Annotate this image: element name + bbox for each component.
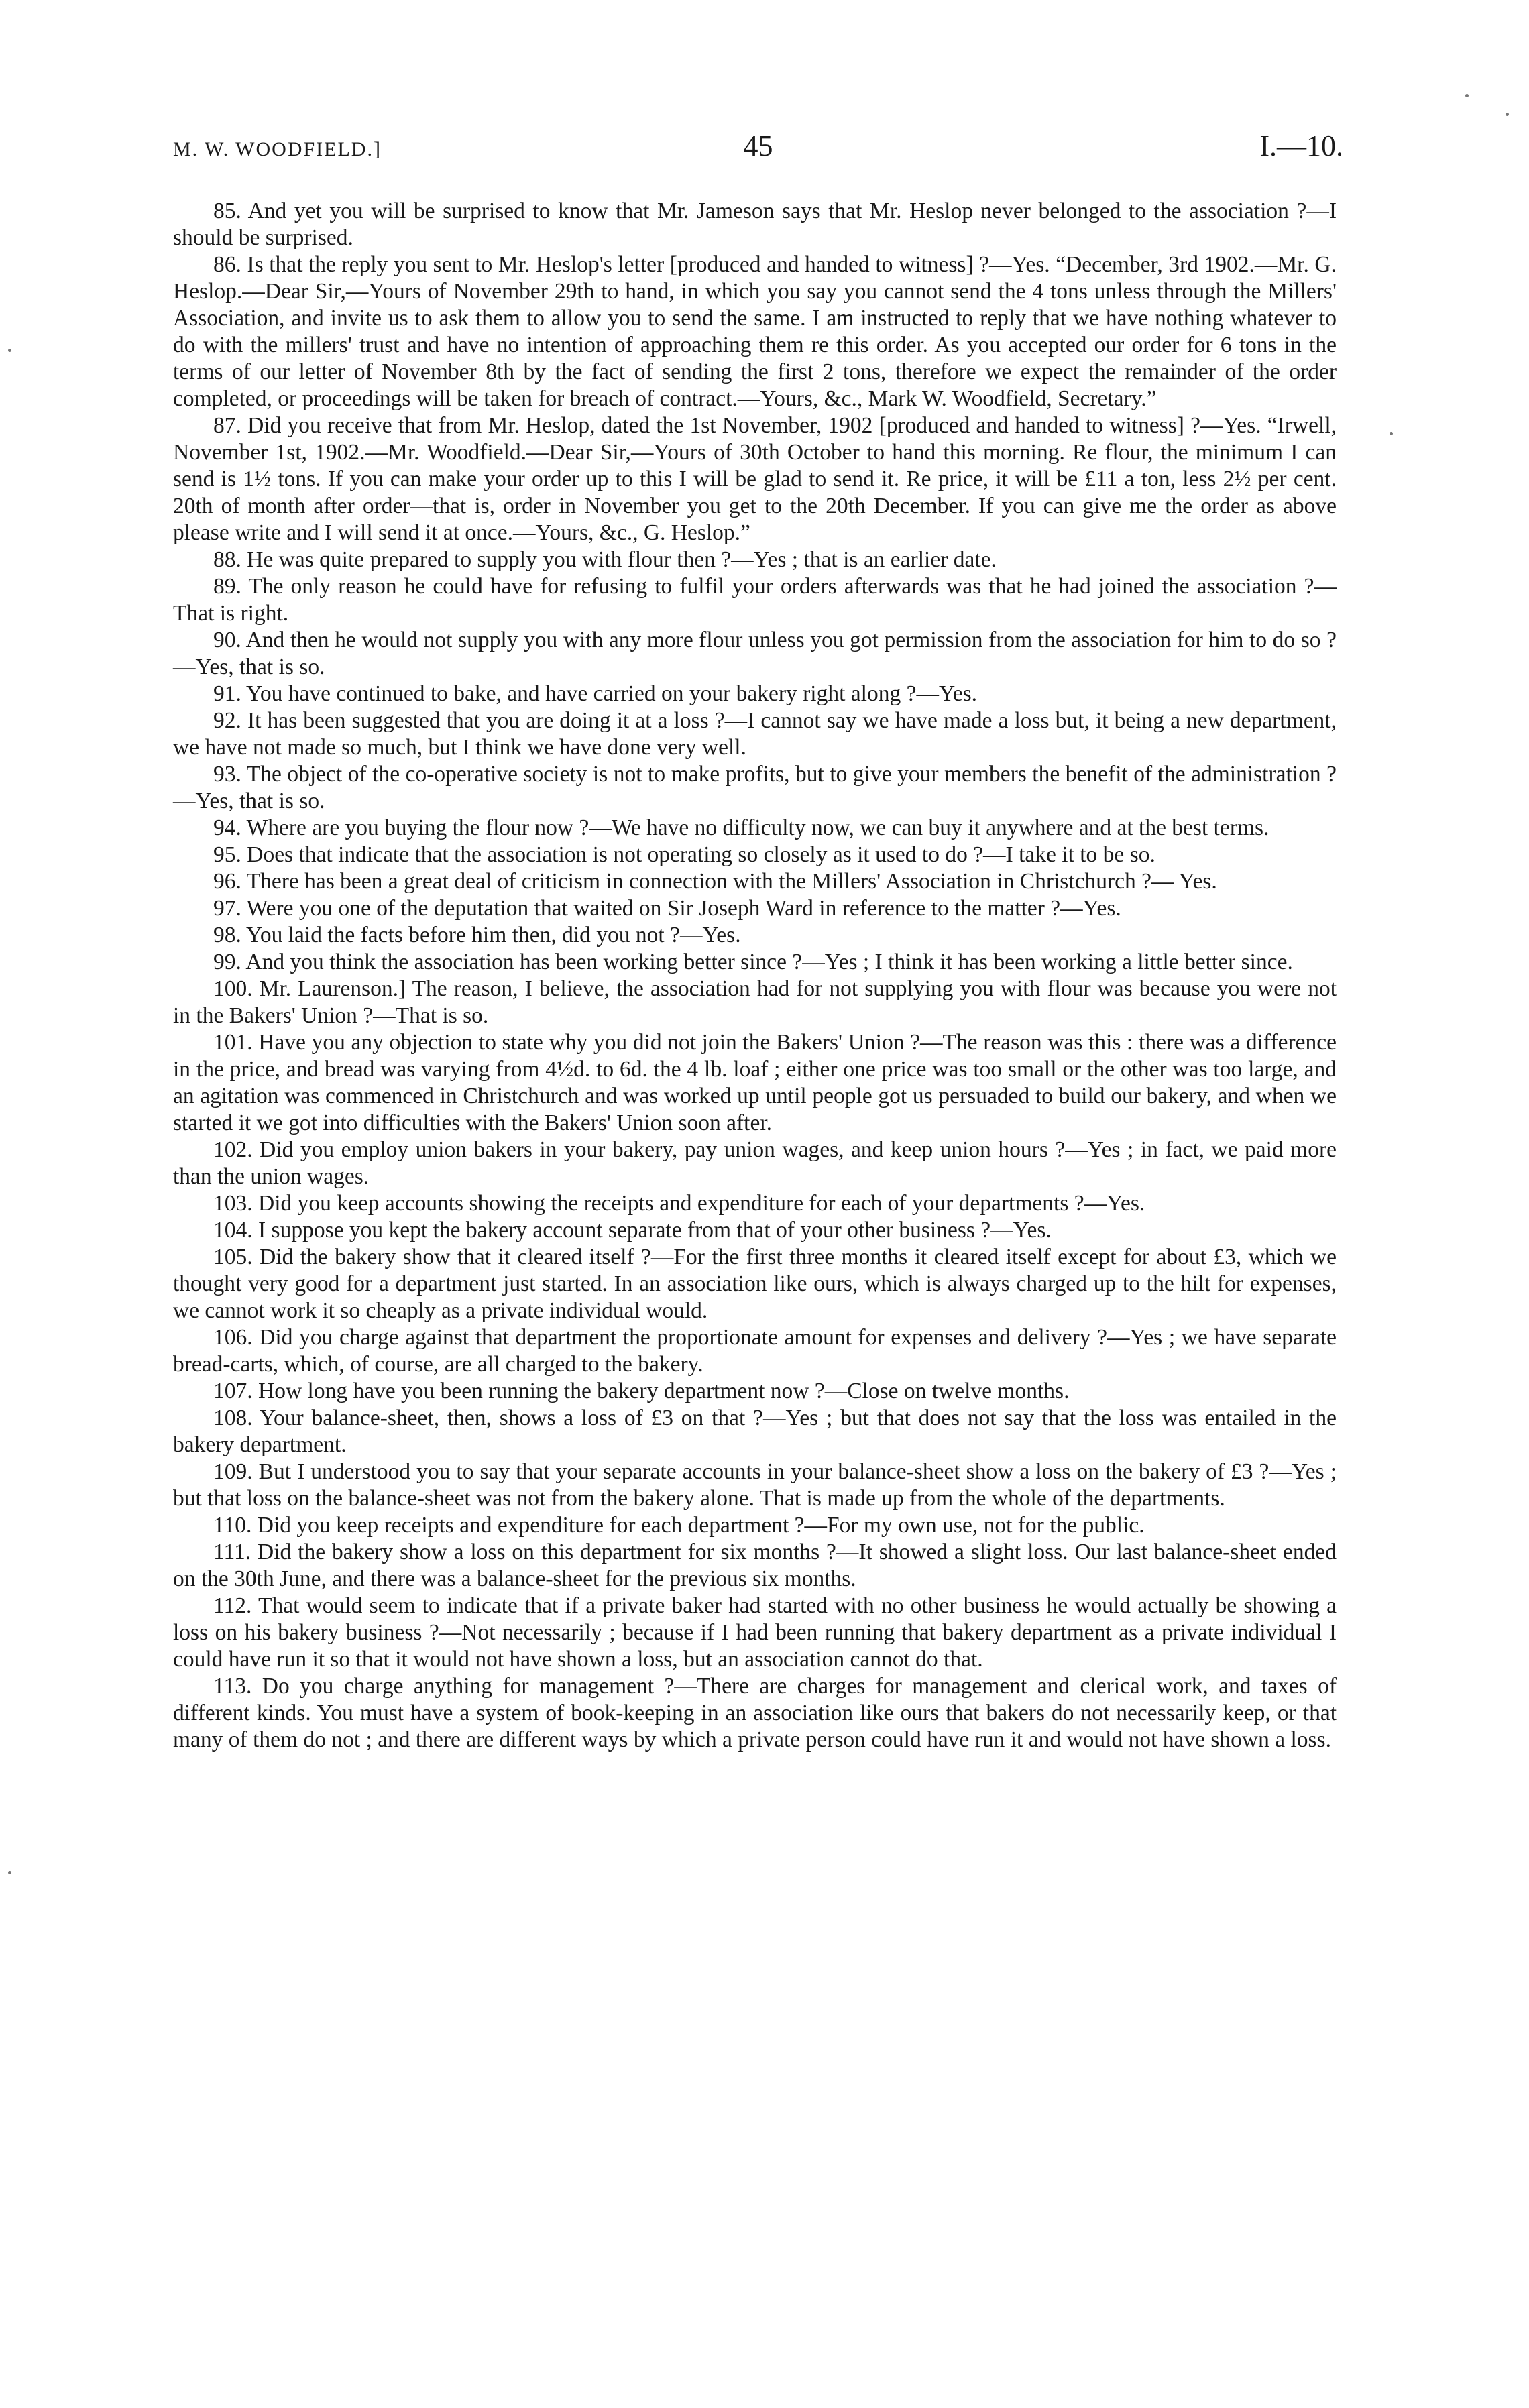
paragraph-text: Your balance-sheet, then, shows a loss of £3 on that ?—Yes ; but that does not say that the loss was entailed in the bakery department. — [173, 1406, 1337, 1457]
question-answer-paragraph — [173, 1190, 1337, 1217]
paragraph-number: 101. — [213, 1030, 253, 1055]
paragraph-number: 92. — [213, 708, 241, 733]
question-answer-paragraph — [173, 1673, 1337, 1754]
paragraph-number: 111. — [213, 1540, 251, 1564]
paragraph-text: Have you any objection to state why you did not join the Bakers' Union ?—The reason was this : there was a difference in the price, and bread was varying from 4½d. to 6d. the 4 lb. loaf ; either one price was too small or the other was too large, and an agitation was commenced in Christchurch and was worked up until people got us persuaded to build our bakery, and when we started it we got into difficulties with the Bakers' Union soon after. — [173, 1030, 1337, 1135]
scan-speck — [1506, 113, 1509, 116]
paragraph-number: 112. — [213, 1593, 252, 1618]
question-answer-paragraph — [173, 1244, 1337, 1324]
question-answer-paragraph — [173, 251, 1337, 412]
question-answer-paragraph — [173, 761, 1337, 815]
paragraph-text: Did the bakery show that it cleared itself ?—For the first three months it cleared itself except for about £3, which we thought very good for a department just started. In an association like ours, which is always charged up to the hilt for expenses, we cannot work it so cheaply as a private individual would. — [173, 1245, 1337, 1323]
paragraph-number: 89. — [213, 574, 241, 599]
paragraph-number: 100. — [213, 976, 253, 1001]
question-answer-paragraph — [173, 1378, 1337, 1405]
question-answer-paragraph — [173, 895, 1337, 922]
paragraph-text: The object of the co-operative society is not to make profits, but to give your members the benefit of the administration ?—Yes, that is so. — [173, 762, 1337, 813]
question-answer-paragraph — [173, 868, 1337, 895]
question-answer-paragraph — [173, 1217, 1337, 1244]
paragraph-text: But I understood you to say that your separate accounts in your balance-sheet show a loss on the bakery of £3 ?—Yes ; but that loss on the balance-sheet was not from the bakery alone. That is made up from the whole of the departments. — [173, 1459, 1337, 1511]
question-answer-paragraph — [173, 949, 1337, 976]
paragraph-number: 102. — [213, 1137, 253, 1162]
paragraph-number: 93. — [213, 762, 241, 787]
paragraph-number: 87. — [213, 413, 241, 438]
paragraph-text: Did you receive that from Mr. Heslop, dated the 1st November, 1902 [produced and handed to witness] ?—Yes. “Irwell, November 1st, 1902.—Mr. Woodfield.—Dear Sir,—Yours of 30th October to hand this morning. Re flour, the minimum I can send is 1½ tons. If you can make your order up to this I will be glad to send it. Re price, it will be £11 a ton, less 2½ per cent. 20th of month after order—that is, order in November you get to the 20th December. If you can give me the order as above please write and I will send it at once.—Yours, &c., G. Heslop.” — [173, 413, 1337, 545]
question-answer-paragraph — [173, 1593, 1337, 1673]
question-answer-paragraph — [173, 573, 1337, 627]
paragraph-text: There has been a great deal of criticism in connection with the Millers' Association in Christchurch ?— Yes. — [246, 869, 1217, 894]
paragraph-text: Do you charge anything for management ?—There are charges for management and clerical work, and taxes of different kinds. You must have a system of book-keeping in an association like ours that bakers do not necessarily keep, or that many of them do not ; and there are different ways by which a private person could have run it and would not have shown a loss. — [173, 1674, 1337, 1752]
paragraph-number: 105. — [213, 1245, 253, 1269]
question-answer-paragraph — [173, 1458, 1337, 1512]
paragraph-number: 106. — [213, 1325, 253, 1350]
paragraph-text: It has been suggested that you are doing it at a loss ?—I cannot say we have made a loss but, it being a new department, we have not made so much, but I think we have done very well. — [173, 708, 1337, 760]
scan-speck — [1390, 432, 1393, 435]
paragraph-text: Is that the reply you sent to Mr. Heslop's letter [produced and handed to witness] ?—Yes. “December, 3rd 1902.—Mr. G. Heslop.—Dear Sir,—Yours of November 29th to hand, in which you say you cannot send the 4 tons unless through the Millers' Association, and invite us to ask them to allow you to send the same. I am instructed to reply that we have nothing whatever to do with the millers' trust and have no intention of approaching them re this order. As you accepted our order for 6 tons in the terms of our letter of November 8th by the fact of sending the first 2 tons, therefore we expect the remainder of the order completed, or proceedings will be taken for breach of contract.—Yours, &c., Mark W. Woodfield, Secretary.” — [173, 252, 1337, 411]
paragraph-text: And you think the association has been working better since ?—Yes ; I think it has been working a little better since. — [245, 950, 1293, 974]
page-number: 45 — [743, 129, 773, 162]
paragraph-text: Did you employ union bakers in your bakery, pay union wages, and keep union hours ?—Yes ; in fact, we paid more than the union wages. — [173, 1137, 1337, 1189]
question-answer-paragraph — [173, 198, 1337, 251]
question-answer-paragraph — [173, 1539, 1337, 1593]
question-answer-paragraph — [173, 412, 1337, 547]
paragraph-text: I suppose you kept the bakery account separate from that of your other business ?—Yes. — [258, 1218, 1052, 1243]
paragraph-text: And then he would not supply you with any more flour unless you got permission from the association for him to do so ?—Yes, that is so. — [173, 628, 1337, 679]
question-answer-paragraph — [173, 627, 1337, 681]
document-reference: I.—10. — [1259, 129, 1343, 162]
paragraph-number: 88. — [213, 547, 241, 572]
running-header — [173, 129, 1343, 176]
paragraph-text: And yet you will be surprised to know that Mr. Jameson says that Mr. Heslop never belonged to the association ?—I should be surprised. — [173, 198, 1337, 250]
question-answer-paragraph — [173, 1029, 1337, 1137]
paragraph-number: 85. — [213, 198, 241, 223]
question-answer-paragraph — [173, 1405, 1337, 1458]
paragraph-text: That would seem to indicate that if a private baker had started with no other business he would actually be showing a loss on his bakery business ?—Not necessarily ; because if I had been running that bakery department as a private individual I could have run it so that it would not have shown a loss, but an association cannot do that. — [173, 1593, 1337, 1672]
scan-speck — [1465, 94, 1469, 97]
paragraph-number: 113. — [213, 1674, 252, 1699]
paragraph-number: 104. — [213, 1218, 253, 1243]
scan-speck — [8, 1871, 11, 1874]
paragraph-text: Did you keep accounts showing the receipts and expenditure for each of your departments ?—Yes. — [258, 1191, 1145, 1216]
witness-name-header: M. W. WOODFIELD.] — [173, 138, 382, 160]
paragraph-text: He was quite prepared to supply you with flour then ?—Yes ; that is an earlier date. — [247, 547, 997, 572]
paragraph-text: Were you one of the deputation that waited on Sir Joseph Ward in reference to the matter ?—Yes. — [246, 896, 1121, 921]
paragraph-number: 90. — [213, 628, 241, 652]
paragraph-text: Where are you buying the flour now ?—We have no difficulty now, we can buy it anywhere and at the best terms. — [246, 815, 1269, 840]
question-answer-paragraph — [173, 842, 1337, 868]
paragraph-number: 94. — [213, 815, 241, 840]
paragraph-text: The only reason he could have for refusing to fulfil your orders afterwards was that he had joined the association ?—That is right. — [173, 574, 1337, 626]
question-answer-paragraph — [173, 1137, 1337, 1190]
paragraph-number: 97. — [213, 896, 241, 921]
paragraph-number: 99. — [213, 950, 241, 974]
question-answer-paragraph — [173, 547, 1337, 573]
paragraph-number: 109. — [213, 1459, 253, 1484]
paragraph-number: 107. — [213, 1379, 253, 1403]
paragraph-text: Did you keep receipts and expenditure for each department ?—For my own use, not for the public. — [257, 1513, 1145, 1538]
paragraph-number: 108. — [213, 1406, 253, 1430]
question-answer-paragraph — [173, 976, 1337, 1029]
scan-speck — [8, 349, 11, 352]
paragraph-number: 110. — [213, 1513, 252, 1538]
paragraph-number: 86. — [213, 252, 241, 277]
paragraph-text: You laid the facts before him then, did you not ?—Yes. — [246, 923, 741, 948]
paragraph-number: 98. — [213, 923, 241, 948]
question-answer-paragraph — [173, 922, 1337, 949]
question-answer-paragraph — [173, 681, 1337, 707]
question-answer-paragraph — [173, 1324, 1337, 1378]
paragraph-text: You have continued to bake, and have carried on your bakery right along ?—Yes. — [246, 681, 978, 706]
paragraph-number: 91. — [213, 681, 241, 706]
paragraph-text: Does that indicate that the association is not operating so closely as it used to do ?—I take it to be so. — [247, 842, 1155, 867]
question-answer-paragraph — [173, 1512, 1337, 1539]
testimony-body — [173, 198, 1337, 1754]
question-answer-paragraph — [173, 707, 1337, 761]
paragraph-text: Did you charge against that department the proportionate amount for expenses and delivery ?—Yes ; we have separate bread-carts, which, of course, are all charged to the bakery. — [173, 1325, 1337, 1377]
question-answer-paragraph — [173, 815, 1337, 842]
paragraph-number: 95. — [213, 842, 241, 867]
paragraph-number: 96. — [213, 869, 241, 894]
paragraph-number: 103. — [213, 1191, 253, 1216]
paragraph-text: How long have you been running the bakery department now ?—Close on twelve months. — [258, 1379, 1070, 1403]
paragraph-text: Did the bakery show a loss on this department for six months ?—It showed a slight loss. Our last balance-sheet ended on the 30th June, and there was a balance-sheet for the previous six months. — [173, 1540, 1337, 1591]
paragraph-text: Mr. Laurenson.] The reason, I believe, the association had for not supplying you with flour was because you were not in the Bakers' Union ?—That is so. — [173, 976, 1337, 1028]
